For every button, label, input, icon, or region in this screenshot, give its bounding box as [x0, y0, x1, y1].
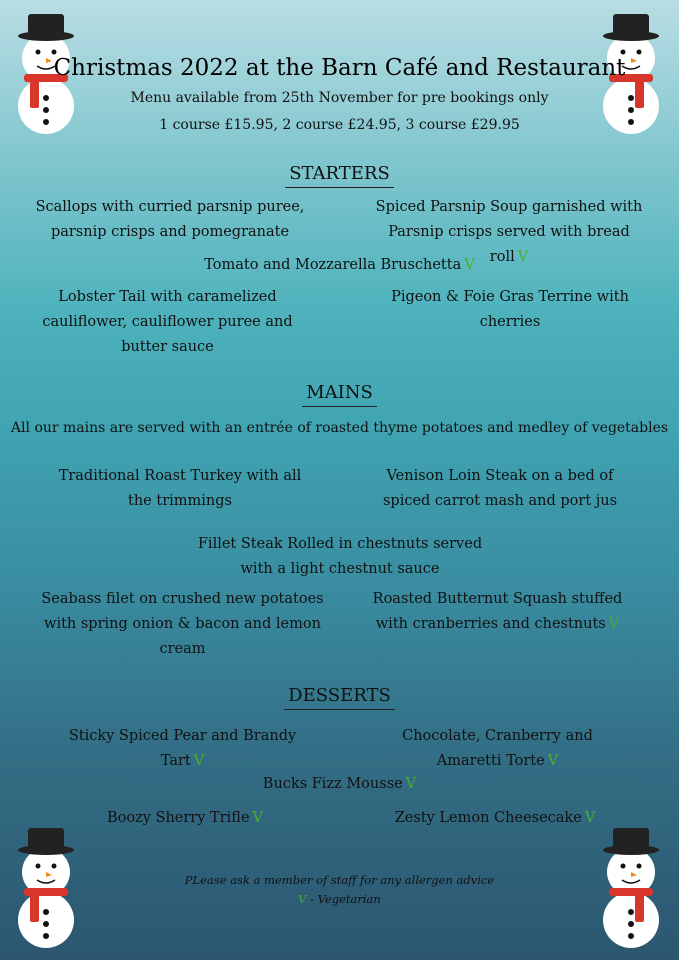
menu-item: Sticky Spiced Pear and Brandy Tart V — [68, 728, 297, 769]
menu-item: Bucks Fizz Mousse V — [262, 776, 417, 792]
vegetarian-mark: V — [547, 753, 559, 769]
menu-item: Chocolate, Cranberry and Amaretti Torte V — [402, 728, 593, 769]
menu-item: Zesty Lemon Cheesecake V — [394, 810, 596, 826]
availability-text: Menu available from 25th November for pre bookings only — [130, 90, 549, 106]
vegetarian-mark: V — [405, 776, 417, 792]
vegetarian-mark: V — [464, 257, 475, 273]
menu-item: Roasted Butternut Squash stuffed with cranberries and chestnuts V — [372, 591, 623, 632]
mains-note: All our mains are served with an entrée of roasted thyme potatoes and medley of vegetables — [10, 420, 669, 436]
menu-item: Lobster Tail with caramelized cauliflower, cauliflower puree and butter sauce — [42, 289, 293, 355]
vegetarian-mark: V — [298, 892, 307, 906]
allergen-note: PLease ask a member of staff for any allergen advice — [184, 873, 495, 887]
price-text: 1 course £15.95, 2 course £24.95, 3 course £29.95 — [159, 117, 520, 133]
section-heading-desserts: DESSERTS — [0, 685, 679, 706]
vegetarian-mark: V — [193, 753, 205, 769]
vegetarian-mark: V — [517, 249, 529, 265]
vegetarian-legend: V - Vegetarian — [298, 892, 381, 906]
menu-item: Venison Loin Steak on a bed of spiced carrot mash and port jus — [382, 468, 618, 509]
vegetarian-mark: V — [608, 616, 620, 632]
menu-item: Pigeon & Foie Gras Terrine with cherries — [391, 289, 629, 330]
vegetarian-mark: V — [252, 810, 264, 826]
section-heading-starters: STARTERS — [0, 163, 679, 184]
menu-item: Traditional Roast Turkey with all the trimmings — [58, 468, 302, 509]
menu-item: Boozy Sherry Trifle V — [106, 810, 264, 826]
menu-item: Spiced Parsnip Soup garnished with Parsnip crisps served with bread roll V — [375, 199, 643, 265]
page-title: Christmas 2022 at the Barn Café and Restaurant — [53, 55, 626, 81]
vegetarian-mark: V — [584, 810, 596, 826]
menu-item: Tomato and Mozzarella Bruschetta V — [204, 257, 475, 273]
section-heading-mains: MAINS — [0, 382, 679, 403]
menu-item: Fillet Steak Rolled in chestnuts served with a light chestnut sauce — [197, 536, 483, 577]
menu-item: Seabass filet on crushed new potatoes with spring onion & bacon and lemon cream — [41, 591, 324, 657]
menu-item: Scallops with curried parsnip puree, parsnip crisps and pomegranate — [35, 199, 305, 240]
